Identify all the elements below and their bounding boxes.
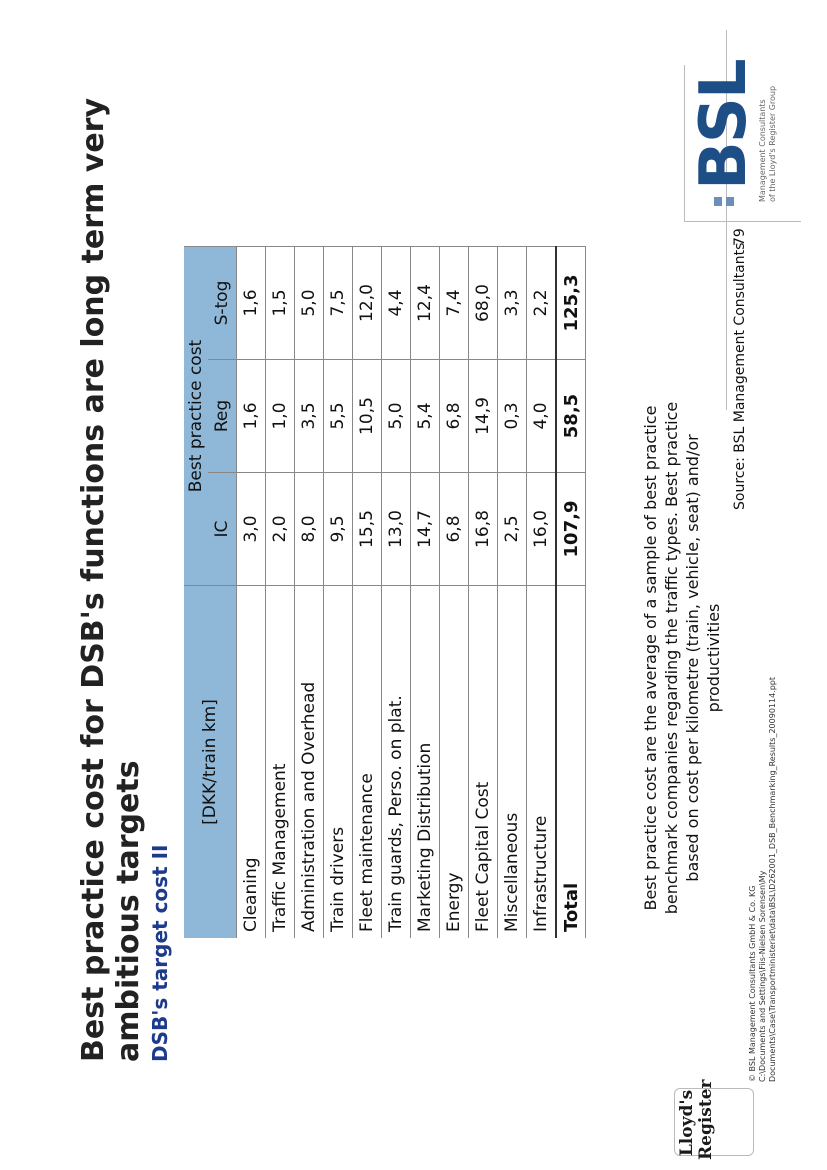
- row-value: 7,4: [440, 247, 469, 360]
- col-header-ic: IC: [208, 473, 237, 586]
- bsl-tagline: [758, 86, 778, 202]
- row-value: 5,0: [295, 247, 324, 360]
- row-value: 4,0: [527, 360, 557, 473]
- total-value: 107,9: [556, 473, 586, 586]
- row-value: 5,0: [382, 360, 411, 473]
- col-header-stog: S-tog: [208, 247, 237, 360]
- row-label: Miscellaneous: [498, 586, 527, 939]
- row-value: 6,8: [440, 473, 469, 586]
- group-header: Best practice cost: [184, 247, 208, 586]
- row-value: 5,5: [324, 360, 353, 473]
- page-title: Best practice cost for DSB's functions are long term very ambitious targets: [76, 97, 146, 1062]
- row-label: Traffic Management: [266, 586, 295, 939]
- col-header-reg: Reg: [208, 360, 237, 473]
- table-row: [527, 247, 557, 939]
- bsl-tagline-2: of the Lloyd's Register Group: [768, 85, 777, 202]
- row-value: 10,5: [353, 360, 382, 473]
- row-value: 1,6: [237, 247, 266, 360]
- bsl-logo-squares-icon: [700, 194, 740, 208]
- cost-table: [184, 246, 586, 938]
- table-row: [353, 247, 382, 939]
- row-value: 16,8: [469, 473, 498, 586]
- row-value: 15,5: [353, 473, 382, 586]
- bsl-logo: BSL: [687, 60, 761, 190]
- row-value: 12,4: [411, 247, 440, 360]
- row-value: 2,5: [498, 473, 527, 586]
- row-value: 1,0: [266, 360, 295, 473]
- row-label: Energy: [440, 586, 469, 939]
- row-label: Train drivers: [324, 586, 353, 939]
- bsl-tagline-1: Management Consultants: [758, 99, 767, 202]
- table-row: [411, 247, 440, 939]
- row-value: 9,5: [324, 473, 353, 586]
- table-row: [498, 247, 527, 939]
- total-value: 58,5: [556, 360, 586, 473]
- row-value: 14,7: [411, 473, 440, 586]
- row-value: 8,0: [295, 473, 324, 586]
- page-subtitle: DSB's target cost II: [148, 844, 172, 1062]
- row-value: 7,5: [324, 247, 353, 360]
- row-value: 13,0: [382, 473, 411, 586]
- table-row: [266, 247, 295, 939]
- row-label: Cleaning: [237, 586, 266, 939]
- table-row: [440, 247, 469, 939]
- row-value: 16,0: [527, 473, 557, 586]
- copyright-line-2: C:\Documents and Settings\Fiis-Nielsen Sorensen\My: [758, 870, 767, 1082]
- source-text: Source: BSL Management Consultants: [732, 242, 748, 510]
- row-label: Infrastructure: [527, 586, 557, 939]
- table-row: [469, 247, 498, 939]
- row-label: Fleet maintenance: [353, 586, 382, 939]
- table-body: [237, 247, 586, 939]
- row-value: 4,4: [382, 247, 411, 360]
- row-value: 12,0: [353, 247, 382, 360]
- row-value: 14,9: [469, 360, 498, 473]
- row-value: 1,5: [266, 247, 295, 360]
- table-row: [324, 247, 353, 939]
- total-value: 125,3: [556, 247, 586, 360]
- unit-header: [DKK/train km]: [184, 586, 237, 939]
- table-row: [237, 247, 266, 939]
- lloyds-logo-line2: Register: [696, 1079, 716, 1160]
- row-label: Fleet Capital Cost: [469, 586, 498, 939]
- row-value: 5,4: [411, 360, 440, 473]
- row-value: 2,0: [266, 473, 295, 586]
- row-value: 3,5: [295, 360, 324, 473]
- table-row: [295, 247, 324, 939]
- table-row: [382, 247, 411, 939]
- copyright-footer: [748, 677, 778, 1082]
- total-row: [556, 247, 586, 939]
- row-label: Administration and Overhead: [295, 586, 324, 939]
- row-value: 6,8: [440, 360, 469, 473]
- row-label: Marketing Distribution: [411, 586, 440, 939]
- row-value: 2,2: [527, 247, 557, 360]
- lloyds-register-logo: [677, 1079, 716, 1160]
- row-value: 3,3: [498, 247, 527, 360]
- total-label: Total: [556, 586, 586, 939]
- lloyds-logo-line1: Lloyd's: [677, 1089, 697, 1157]
- row-value: 1,6: [237, 360, 266, 473]
- page-number: 79: [732, 228, 748, 246]
- copyright-line-3: Documents\Case\Transportministeriet\data\BSL\D262001_DSB_Benchmarking_Results_20090114.ppt: [768, 676, 777, 1082]
- row-value: 0,3: [498, 360, 527, 473]
- row-value: 3,0: [237, 473, 266, 586]
- row-label: Train guards, Perso. on plat.: [382, 586, 411, 939]
- copyright-line-1: © BSL Management Consultants GmbH & Co. KG: [748, 885, 757, 1082]
- footnote: Best practice cost are the average of a sample of best practice benchmark companies regarding the traffic types. Best practice based on cost per kilometre (train, vehicle, seat) and/or productivities: [641, 401, 723, 915]
- row-value: 68,0: [469, 247, 498, 360]
